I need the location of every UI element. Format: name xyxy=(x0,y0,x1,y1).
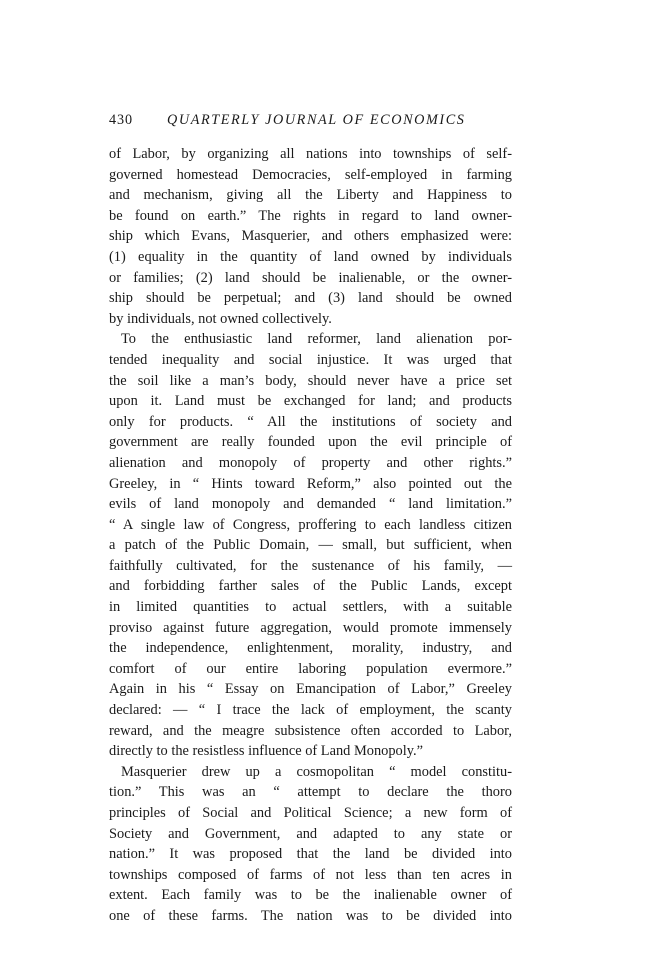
text-line: the soil like a man’s body, should never have a price set xyxy=(109,372,512,389)
journal-title: QUARTERLY JOURNAL OF ECONOMICS xyxy=(167,112,466,128)
text-line: alienation and monopoly of property and other rights.” xyxy=(109,454,512,471)
text-line: extent. Each family was to be the inalienable owner of xyxy=(109,887,512,904)
text-line: comfort of our entire laboring population evermore.” xyxy=(109,660,512,677)
text-line: one of these farms. The nation was to be divided into xyxy=(109,907,512,924)
text-line: nation.” It was proposed that the land be divided into xyxy=(109,846,512,863)
text-line: and forbidding farther sales of the Public Lands, except xyxy=(109,578,512,595)
text-line: only for products. “ All the institutions of society and xyxy=(109,413,512,430)
text-line: upon it. Land must be exchanged for land; and products xyxy=(109,393,512,410)
text-line: tion.” This was an “ attempt to declare the thoro xyxy=(109,784,512,801)
text-line: “ A single law of Congress, proffering to each landless citizen xyxy=(109,516,512,533)
text-line: (1) equality in the quantity of land owned by individuals xyxy=(109,248,512,265)
text-line: be found on earth.” The rights in regard to land owner- xyxy=(109,207,512,224)
text-line: Society and Government, and adapted to any state or xyxy=(109,825,512,842)
text-line: townships composed of farms of not less than ten acres in xyxy=(109,866,512,883)
text-line: proviso against future aggregation, would promote immensely xyxy=(109,619,512,636)
paragraph xyxy=(109,144,512,329)
text-line: faithfully cultivated, for the sustenance of his family, — xyxy=(109,557,512,574)
text-line: Again in his “ Essay on Emancipation of Labor,” Greeley xyxy=(109,681,512,698)
text-line: a patch of the Public Domain, — small, but sufficient, when xyxy=(109,537,512,554)
text-line: governed homestead Democracies, self-employed in farming xyxy=(109,166,512,183)
text-line: in limited quantities to actual settlers, with a suitable xyxy=(109,599,512,616)
text-line: government are really founded upon the evil principle of xyxy=(109,434,512,451)
text-line: Greeley, in “ Hints toward Reform,” also pointed out the xyxy=(109,475,512,492)
paragraph xyxy=(109,762,512,927)
text-line: directly to the resistless influence of Land Monopoly.” xyxy=(109,743,423,760)
body-text xyxy=(109,144,512,927)
text-line: by individuals, not owned collectively. xyxy=(109,310,332,327)
running-head xyxy=(109,112,512,130)
text-line: evils of land monopoly and demanded “ land limitation.” xyxy=(109,496,512,513)
text-line: and mechanism, giving all the Liberty and Happiness to xyxy=(109,187,512,204)
text-line: or families; (2) land should be inalienable, or the owner- xyxy=(109,269,512,286)
text-line: Masquerier drew up a cosmopolitan “ model constitu- xyxy=(121,763,512,780)
text-line: of Labor, by organizing all nations into townships of self- xyxy=(109,146,512,162)
text-line: declared: — “ I trace the lack of employment, the scanty xyxy=(109,702,512,719)
text-line: ship should be perpetual; and (3) land should be owned xyxy=(109,290,512,307)
text-line: To the enthusiastic land reformer, land alienation por- xyxy=(121,331,512,348)
text-line: reward, and the meagre subsistence often accorded to Labor, xyxy=(109,722,512,739)
text-line: the independence, enlightenment, morality, industry, and xyxy=(109,640,512,657)
text-line: principles of Social and Political Science; a new form of xyxy=(109,805,512,821)
text-line: tended inequality and social injustice. It was urged that xyxy=(109,351,512,368)
text-line: ship which Evans, Masquerier, and others emphasized were: xyxy=(109,228,512,245)
paragraph xyxy=(109,329,512,761)
page-number: 430 xyxy=(109,112,133,128)
